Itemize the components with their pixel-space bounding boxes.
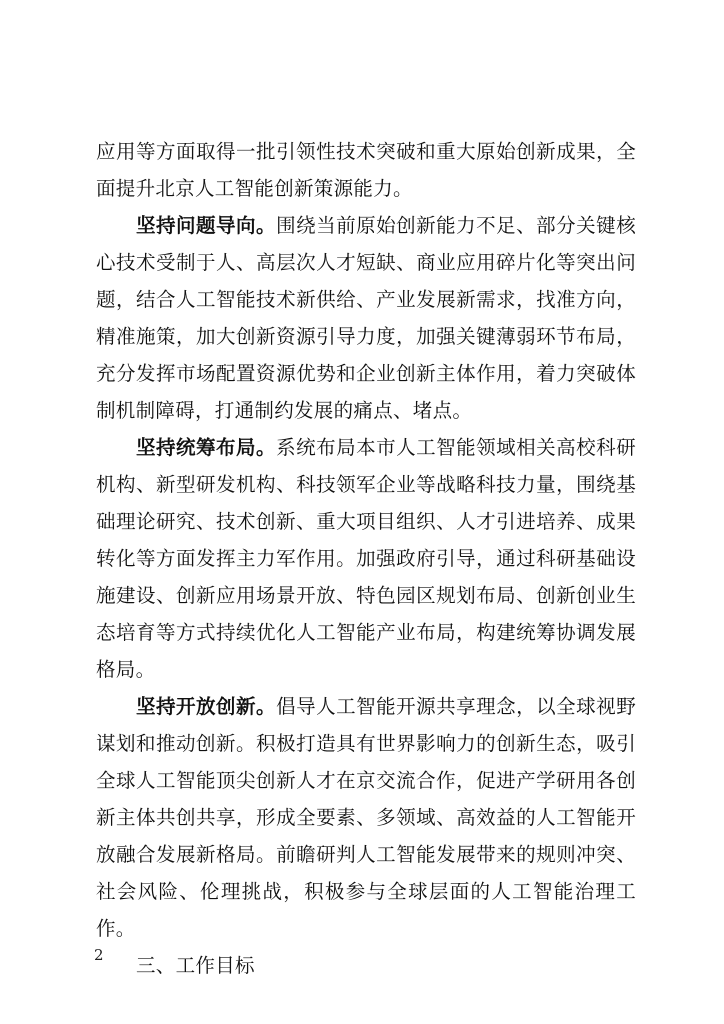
document-body (96, 133, 636, 984)
paragraph-open-innovation (96, 688, 636, 947)
paragraph-text: 倡导人工智能开源共享理念，以全球视野谋划和推动创新。积极打造具有世界影响力的创新生态，吸引全球人工智能顶尖创新人才在京交流合作，促进产学研用各创新主体共创共享，形成全要素、多领域、高效益的人工智能开放融合发展新格局。前瞻研判人工智能发展带来的规则冲突、社会风险、伦理挑战，积极参与全球层面的人工智能治理工作。 (96, 695, 636, 940)
paragraph-lead: 坚持统筹布局。 (136, 436, 277, 459)
paragraph-text: 应用等方面取得一批引领性技术突破和重大原始创新成果，全面提升北京人工智能创新策源能力。 (96, 140, 636, 200)
paragraph-text: 系统布局本市人工智能领域相关高校科研机构、新型研发机构、科技领军企业等战略科技力量，围绕基础理论研究、技术创新、重大项目组织、人才引进培养、成果转化等方面发挥主力军作用。加强政府引导，通过科研基础设施建设、创新应用场景开放、特色园区规划布局、创新创业生态培育等方式持续优化人工智能产业布局，构建统筹协调发展格局。 (96, 436, 636, 681)
paragraph-overall-planning (96, 429, 636, 688)
page-number: 2 (94, 946, 104, 964)
paragraph-lead: 坚持问题导向。 (136, 214, 277, 237)
paragraph-text: 围绕当前原始创新能力不足、部分关键核心技术受制于人、高层次人才短缺、商业应用碎片化等突出问题，结合人工智能技术新供给、产业发展新需求，找准方向，精准施策，加大创新资源引导力度，加强关键薄弱环节布局，充分发挥市场配置资源优势和企业创新主体作用，着力突破体制机制障碍，打通制约发展的痛点、堵点。 (96, 214, 636, 422)
paragraph-problem-oriented (96, 207, 636, 429)
section-heading: 三、工作目标 (136, 954, 255, 977)
paragraph-continuation (96, 133, 636, 207)
paragraph-lead: 坚持开放创新。 (136, 695, 277, 718)
